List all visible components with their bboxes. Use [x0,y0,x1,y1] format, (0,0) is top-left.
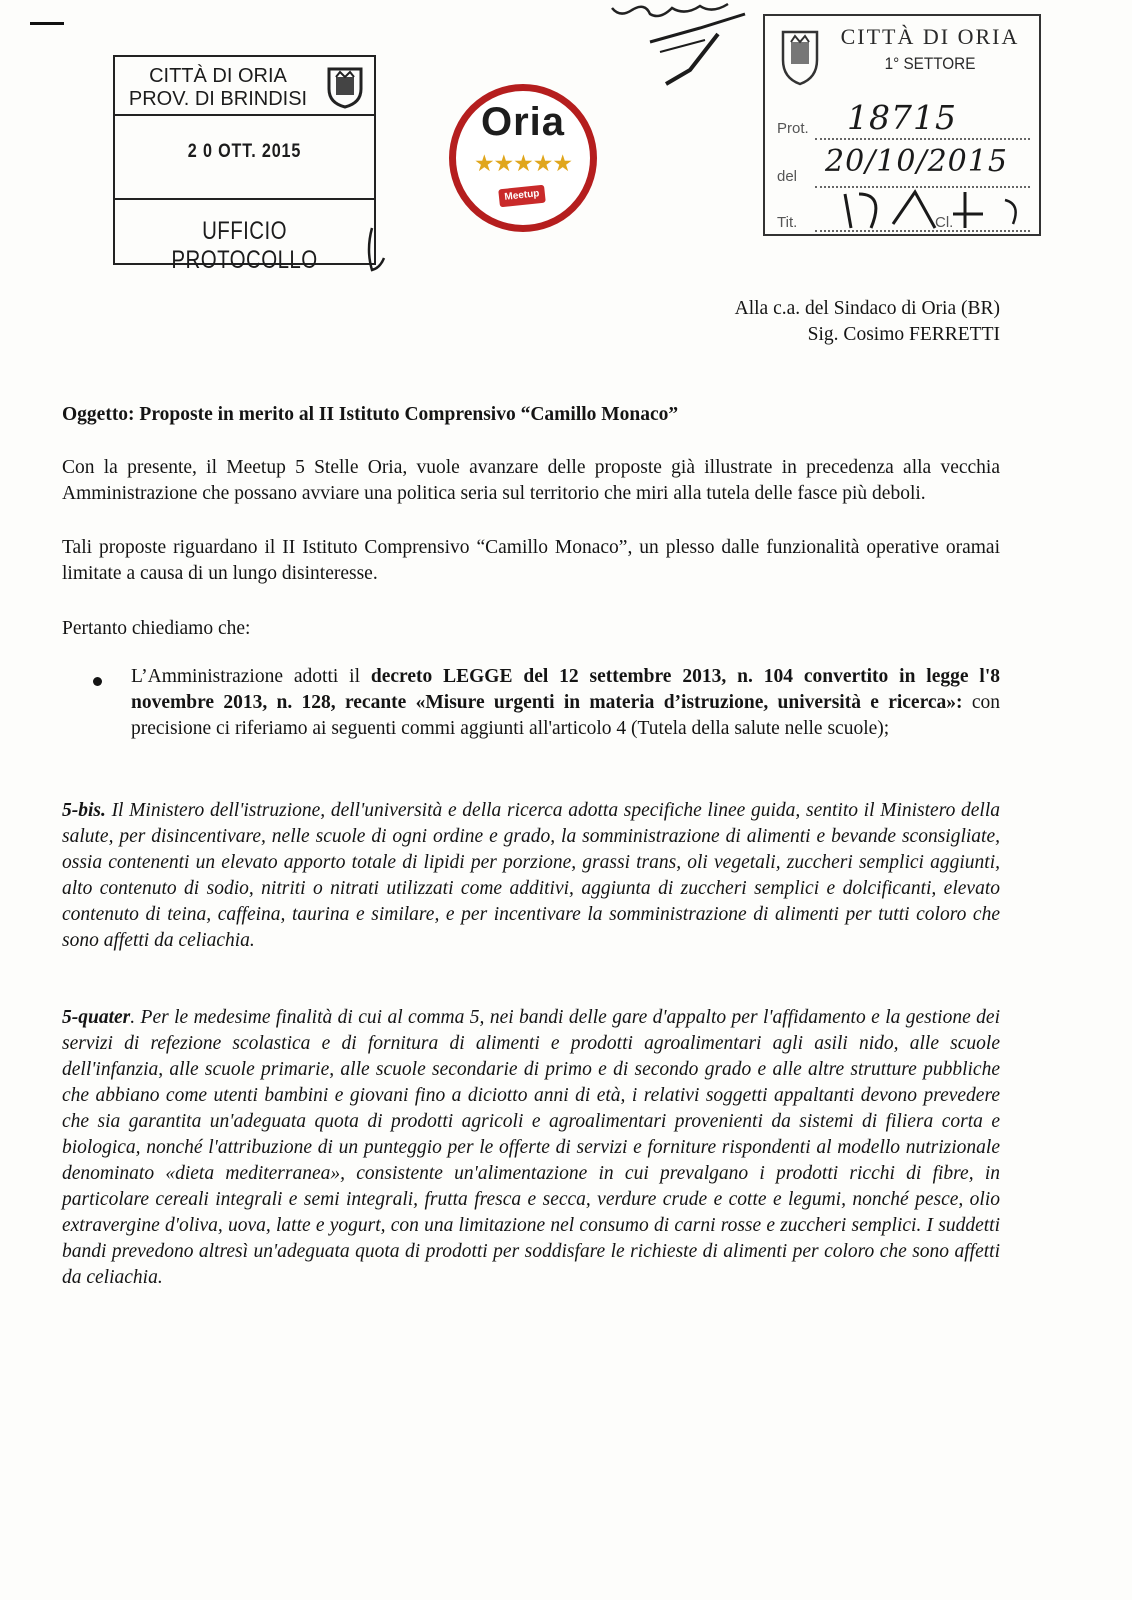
city-crest-icon [323,63,367,109]
class-label: Tit. [777,214,798,231]
logo-name: Oria [480,100,566,144]
paragraph-proposals: Tali proposte riguardano il II Istituto Comprensivo “Camillo Monaco”, un plesso dalle funzionalità operative oramai limitate a causa di un lungo disinteresse. [62,537,1000,584]
stamp-date: 2 0 OTT. 2015 [187,141,302,162]
date-label: del [777,168,798,185]
comma-5quater-text: . Per le medesime finalità di cui al comma 5, nei bandi delle gare d'appalto per l'affidamento e la gestione dei servizi di refezione scolastica e di fornitura di alimenti e prodotti agroalimentari agli asili nido, alle scuole dell'infanzia, alle scuole primarie, alle scuole secondarie di primo e di secondo grado e alle altre strutture pubbliche che abbiano come utenti bambini e giovani fino a diciotto anni di età, i relativi soggetti appaltanti devono prevedere che sia garantita un'adeguata quota di prodotti agricoli e agroalimentari provenienti da sistemi di filiera corta e biologica, nonché l'attribuzione di un punteggio per le offerte di servizi e forniture rispondenti al modello nutrizionale denominato «dieta mediterranea», consistente un'alimentazione in cui prevalgano i prodotti ricchi di fibre, in particolare cereali integrali e semi integrali, frutta fresca e secca, verdure crude e cotte e legumi, nonché pesce, olio extravergine d'oliva, uova, latte e yogurt, con una limitazione nel consumo di carni rosse e zuccheri semplici. I suddetti bandi prevedono altresì un'adeguata quota di prodotti per soddisfare le richieste di alimenti per coloro che sono affetti da celiachia. [62,1007,1000,1288]
city-crest-icon [777,22,823,90]
recipient-line-1: Alla c.a. del Sindaco di Oria (BR) [734,298,1000,319]
stamp-divider [115,198,374,200]
bullet-item [131,664,1000,742]
bullet-suffix: con precisione ci riferiamo ai seguenti commi aggiunti all'articolo 4 (Tutela della salute nelle scuole); [131,692,1001,739]
protocol-stamp [113,55,376,274]
paragraph-intro: Con la presente, il Meetup 5 Stelle Oria, vuole avanzare delle proposte già illustrate in precedenza alla vecchia Amministrazione che possano avviare una politica seria sul territorio che miri alla tutela delle fasce più deboli. [62,457,1000,504]
stamp-sector: 1° SETTORE [884,54,976,73]
prot-label: Prot. [777,120,809,137]
bullet-marker [93,677,102,686]
meetup-logo [449,84,597,232]
stamp-office: UFFICIO PROTOCOLLO [171,217,318,274]
comma-5bis-label: 5-bis. [62,800,106,821]
prot-line [815,138,1030,140]
margin-mark [30,22,64,25]
bullet-prefix: L’Amministrazione adotti il [131,666,371,687]
comma-5bis [62,798,1000,954]
stamp-province: PROV. DI BRINDISI [128,88,308,110]
bullet-law-reference: decreto LEGGE del 12 settembre 2013, n. 104 convertito in legge l'8 novembre 2013, n. 128, recante «Misure urgenti in materia d’istruzione, università e ricerca»: [131,666,1000,713]
subject-line: Oggetto: Proposte in merito al II Istituto Comprensivo “Camillo Monaco” [62,404,679,425]
comma-5quater [62,1005,1000,1291]
class-handwriting [825,184,1035,236]
stamp-city: CITTÀ DI ORIA [840,24,1020,49]
comma-5quater-label: 5-quater [62,1007,131,1028]
prot-value: 18715 [847,98,957,137]
logo-stars: ★★★★★ [473,151,573,176]
paragraph-request: Pertanto chiediamo che: [62,618,251,639]
logo-tag: Meetup [498,185,546,208]
comma-5bis-text: Il Ministero dell'istruzione, dell'università e della ricerca adotta specifiche linee guida, sentito il Ministero della salute, per disincentivare, nelle scuole di ogni ordine e grado, la somministrazione di alimenti e bevande sconsigliate, ossia contenenti un elevato apporto totale di lipidi per porzione, grassi trans, oli vegetali, zuccheri semplici aggiunti, alto contenuto di sodio, nitriti o nitrati utilizzati come additivi, aggiunta di zuccheri semplici e dolcificanti, elevato contenuto di teina, caffeina, taurina e similare, e per incentivare la somministrazione di alimenti per tutti coloro che sono affetti da celiachia. [62,800,1000,951]
sector-stamp [763,14,1041,236]
class-label-2: Cl. [935,214,954,231]
recipient-line-2: Sig. Cosimo FERRETTI [807,324,1000,345]
stamp-city: CITTÀ DI ORIA [149,65,287,87]
date-value: 20/10/2015 [825,144,1008,179]
